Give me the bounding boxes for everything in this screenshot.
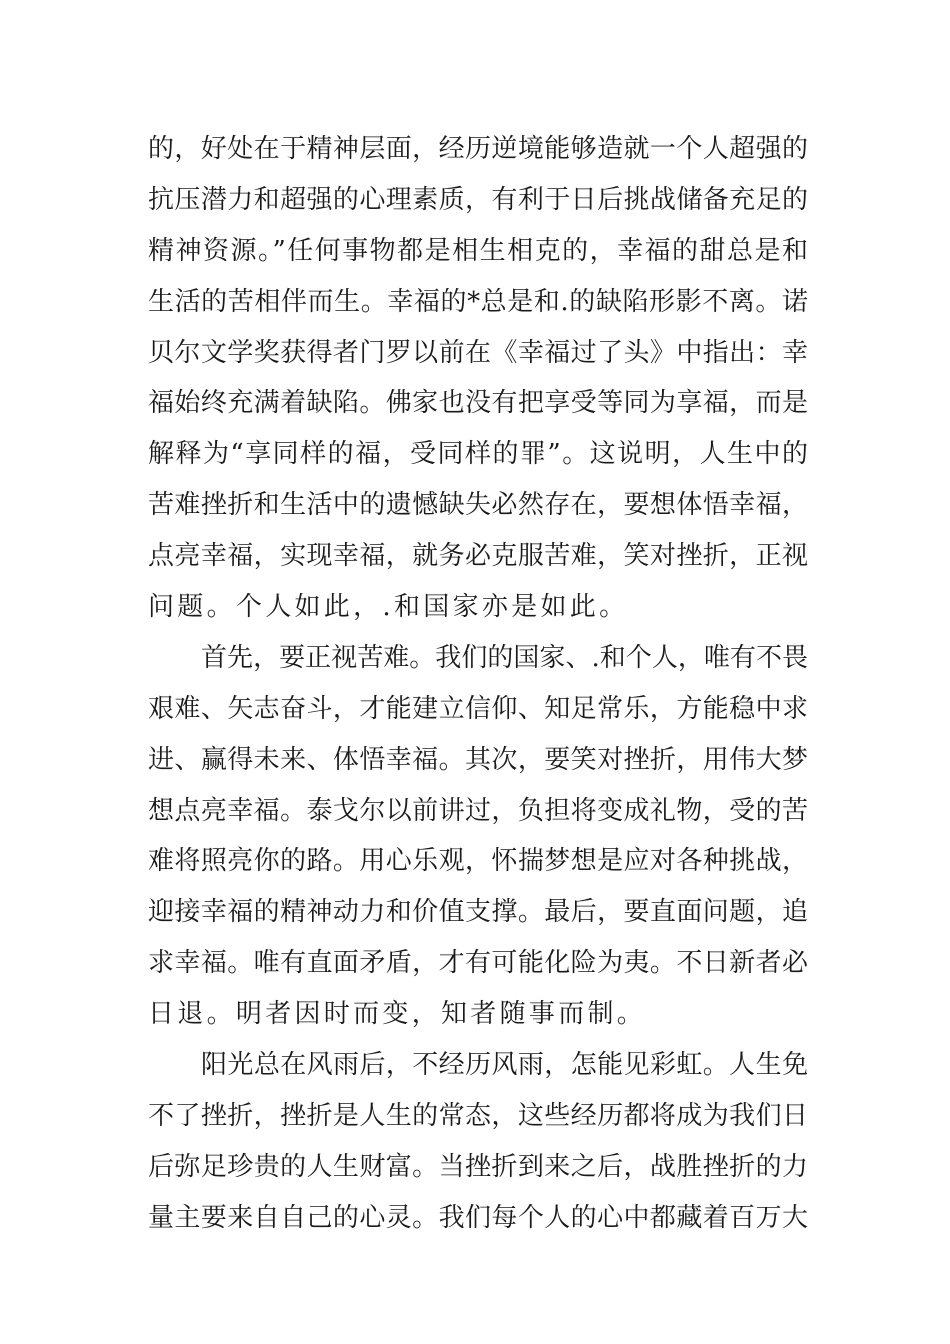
text-line: 进、赢得未来、体悟幸福。其次，要笑对挫折，用伟大梦 (148, 744, 808, 775)
text-line: 苦难挫折和生活中的遗憾缺失必然存在，要想体悟幸福， (148, 490, 808, 521)
text-line: 贝尔文学奖获得者门罗以前在《幸福过了头》中指出：幸 (148, 337, 808, 368)
paragraph-first-line: 首先，要正视苦难。我们的国家、.和个人，唯有不畏 (201, 642, 808, 673)
text-line: 点亮幸福，实现幸福，就务必克服苦难，笑对挫折，正视 (148, 541, 808, 572)
document-body (148, 124, 808, 1244)
text-line: 难将照亮你的路。用心乐观，怀揣梦想是应对各种挑战， (148, 846, 808, 877)
text-line: 的，好处在于精神层面，经历逆境能够造就一个人超强的 (148, 134, 808, 164)
text-line: 想点亮幸福。泰戈尔以前讲过，负担将变成礼物，受的苦 (148, 795, 808, 826)
paragraph-first-line: 阳光总在风雨后，不经历风雨，怎能见彩虹。人生免 (201, 1050, 808, 1081)
text-line: 量主要来自自己的心灵。我们每个人的心中都藏着百万大 (148, 1202, 808, 1233)
text-line: 生活的苦相伴而生。幸福的*总是和.的缺陷形影不离。诺 (148, 286, 808, 317)
text-line: 精神资源。”任何事物都是相生相克的，幸福的甜总是和 (148, 235, 808, 266)
text-line: 求幸福。唯有直面矛盾，才有可能化险为夷。不日新者必 (148, 948, 808, 979)
text-line: 艰难、矢志奋斗，才能建立信仰、知足常乐，方能稳中求 (148, 693, 808, 724)
text-line: 福始终充满着缺陷。佛家也没有把享受等同为享福，而是 (148, 388, 808, 419)
text-line: 后弥足珍贵的人生财富。当挫折到来之后，战胜挫折的力 (148, 1151, 808, 1182)
text-line: 解释为“享同样的福，受同样的罪”。这说明，人生中的 (148, 439, 808, 470)
text-line: 迎接幸福的精神动力和价值支撑。最后，要直面问题，追 (148, 897, 808, 928)
paragraph-end-line: 日退。明者因时而变，知者随事而制。 (148, 999, 647, 1030)
text-line: 不了挫折，挫折是人生的常态，这些经历都将成为我们日 (148, 1100, 808, 1131)
paragraph-end-line: 问题。个人如此，.和国家亦是如此。 (148, 592, 629, 623)
text-line: 抗压潜力和超强的心理素质，有利于日后挑战储备充足的 (148, 184, 808, 215)
